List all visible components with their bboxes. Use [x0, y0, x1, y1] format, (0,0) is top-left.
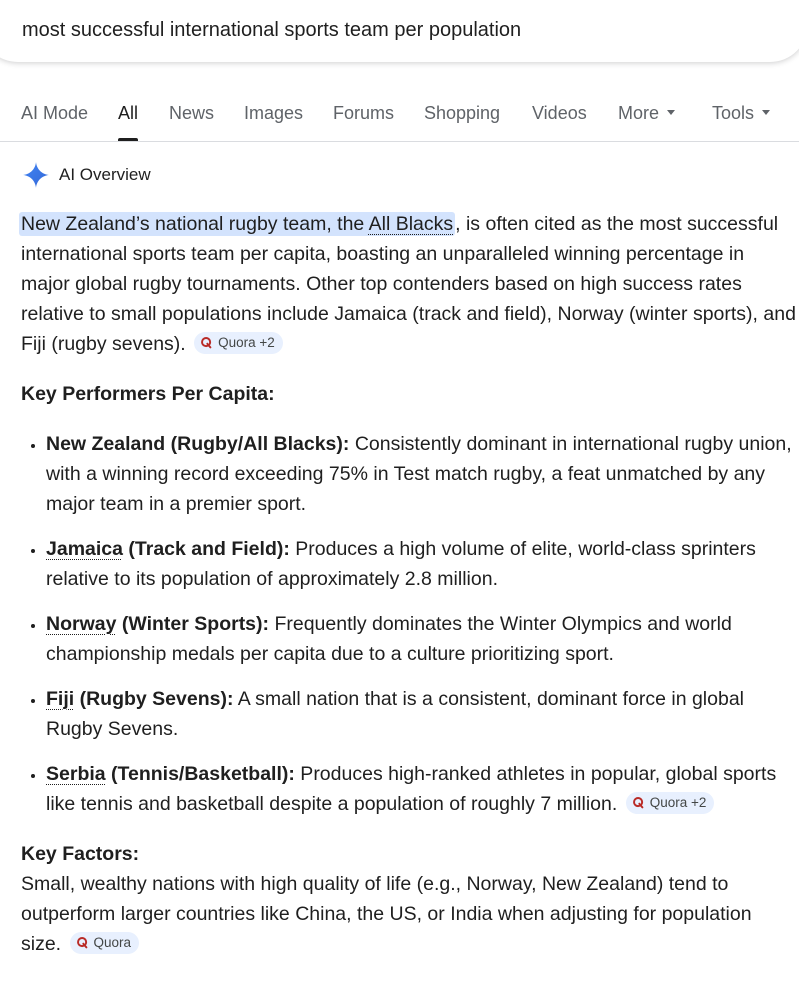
- source-chip-label: Quora +2: [218, 334, 275, 350]
- factors-paragraph: [21, 869, 797, 959]
- all-blacks-link[interactable]: All Blacks: [368, 213, 454, 235]
- source-chip-label: Quora: [93, 934, 132, 950]
- performer-text: Produces a high volume of elite, world-class sprinters relative to its population of approximately 2.8 million.: [46, 538, 756, 590]
- quora-icon: [200, 336, 213, 349]
- intro-paragraph: [21, 209, 797, 359]
- performer-text: A small nation that is a consistent, dominant force in global Rugby Sevens.: [46, 688, 744, 740]
- performer-name: (Tennis/Basketball):: [105, 763, 295, 785]
- tab-tools-label: Tools: [712, 103, 755, 123]
- performer-name: (Track and Field):: [122, 538, 290, 560]
- serbia-link[interactable]: Serbia: [46, 763, 106, 785]
- performers-list: [21, 429, 797, 819]
- tab-news[interactable]: News: [169, 103, 215, 123]
- tab-videos[interactable]: Videos: [532, 103, 587, 123]
- source-chip-label: Quora +2: [649, 794, 707, 810]
- tab-images[interactable]: Images: [244, 103, 304, 123]
- search-input[interactable]: most successful international sports team per population: [22, 19, 522, 41]
- caret-down-icon: [667, 110, 675, 115]
- list-item: [46, 534, 797, 594]
- list-item: [46, 759, 797, 819]
- performer-text: Consistently dominant in international rugby union, with a winning record exceeding 75% in Test match rugby, a feat unmatched by any major team in a premier sport.: [46, 433, 792, 515]
- jamaica-link[interactable]: Jamaica: [46, 538, 123, 560]
- tab-more[interactable]: [618, 103, 675, 124]
- tab-forums[interactable]: Forums: [333, 103, 395, 123]
- tab-ai-mode[interactable]: AI Mode: [21, 103, 89, 123]
- fiji-link[interactable]: Fiji: [46, 688, 75, 710]
- highlighted-answer: [19, 212, 455, 236]
- highlighted-text: New Zealand’s national rugby team, the: [21, 213, 369, 235]
- ai-overview-content: [21, 209, 797, 959]
- quora-icon: [632, 796, 645, 809]
- performer-text: Produces high-ranked athletes in popular, global sports like tennis and basketball despite a population of roughly 7 million.: [46, 763, 777, 815]
- search-tabs: [0, 90, 799, 142]
- tab-tools[interactable]: [712, 103, 770, 124]
- source-chip[interactable]: [626, 792, 715, 814]
- norway-link[interactable]: Norway: [46, 613, 117, 635]
- list-item: [46, 429, 797, 519]
- performer-name: (Winter Sports):: [116, 613, 270, 635]
- tab-shopping[interactable]: Shopping: [424, 103, 501, 123]
- caret-down-icon: [762, 110, 770, 115]
- section-title: Key Performers Per Capita:: [21, 383, 275, 405]
- intro-text: , is often cited as the most successful international sports team per capita, boasting an unparalleled winning percentage in major global rugby tournaments. Other top contenders based on high success rates relative to small populations include Jamaica (track and field), Norway (winter sports), and Fiji (rugby sevens).: [21, 213, 796, 355]
- source-chip[interactable]: [194, 332, 283, 354]
- performer-name: (Rugby Sevens):: [74, 688, 234, 710]
- source-chip[interactable]: [70, 932, 140, 954]
- factors-title: Key Factors:: [21, 843, 140, 865]
- tab-more-label: More: [618, 103, 660, 123]
- list-item: [46, 609, 797, 669]
- list-item: [46, 684, 797, 744]
- performer-name: New Zealand (Rugby/All Blacks):: [46, 433, 350, 455]
- tab-all[interactable]: All: [118, 103, 139, 123]
- ai-overview-title: AI Overview: [59, 165, 151, 184]
- sparkle-icon: [22, 161, 50, 189]
- ai-overview-header: [22, 160, 151, 190]
- factors-text: Small, wealthy nations with high quality of life (e.g., Norway, New Zealand) tend to outperform larger countries like China, the US, or India when adjusting for population size.: [21, 873, 752, 955]
- performer-text: Frequently dominates the Winter Olympics and world championship medals per capita due to a culture prioritizing sport.: [46, 613, 732, 665]
- quora-icon: [76, 936, 89, 949]
